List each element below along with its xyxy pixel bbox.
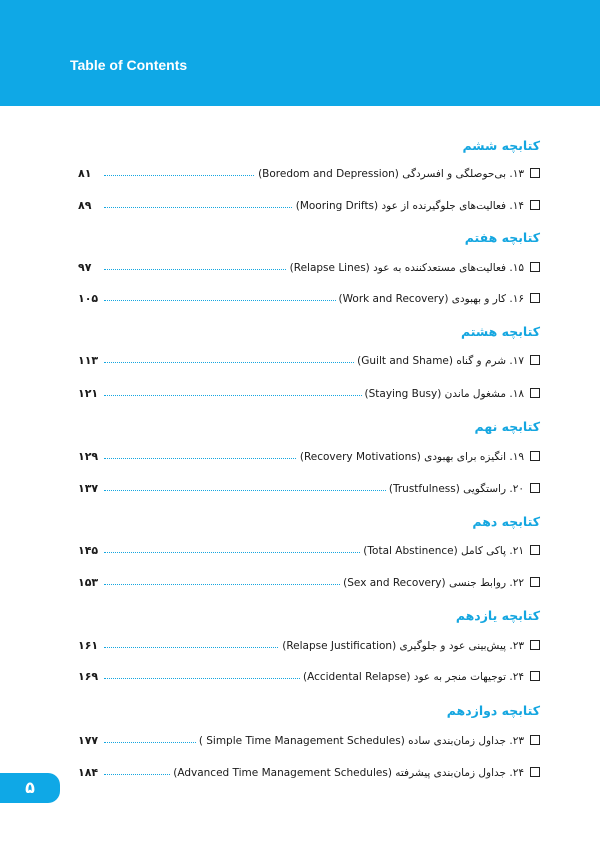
checkbox[interactable] [530,545,540,555]
checkbox[interactable] [530,262,540,272]
toc-entry[interactable] [78,764,540,782]
page-number: ۱۴۵ [78,542,100,560]
page-number: ۱۲۹ [78,448,100,466]
toc-entry[interactable] [78,352,540,370]
entry-label: ۲۰. راستگویی (Trustfulness) [386,480,524,498]
checkbox[interactable] [530,451,540,461]
toc-entry[interactable] [78,197,540,215]
checkbox[interactable] [530,767,540,777]
toc-entry[interactable] [78,290,540,308]
checkbox[interactable] [530,168,540,178]
toc-entry[interactable] [78,385,540,403]
checkbox[interactable] [530,388,540,398]
toc-entry[interactable] [78,574,540,592]
section-title: کتابچه هشتم [461,324,540,339]
page-number: ۸۹ [78,197,93,215]
page-number: ۱۵۳ [78,574,100,592]
checkbox[interactable] [530,293,540,303]
checkbox[interactable] [530,355,540,365]
entry-label: ۱۷. شرم و گناه (Guilt and Shame) [354,352,524,370]
section-title: کتابچه دوازدهم [446,703,540,718]
entry-label: ۲۲. روابط جنسی (Sex and Recovery) [340,574,524,592]
checkbox[interactable] [530,735,540,745]
toc-entry[interactable] [78,165,540,183]
page-title: Table of Contents [70,57,188,73]
entry-label: ۲۴. توجیهات منجر به عود (Accidental Relapse) [300,668,524,686]
entry-label: ۱۴. فعالیت‌های جلوگیرنده از عود (Mooring Drifts) [293,197,524,215]
page-number: ۱۳۷ [78,480,100,498]
footer-page-number: ۵ [25,778,35,797]
page-number: ۱۰۵ [78,290,100,308]
toc-entry[interactable] [78,668,540,686]
toc-entry[interactable] [78,732,540,750]
toc-entry[interactable] [78,259,540,277]
page-number: ۱۸۴ [78,764,100,782]
toc-entry[interactable] [78,637,540,655]
entry-label: ۲۳. جداول زمان‌بندی ساده (Simple Time Management Schedules ) [196,732,524,750]
checkbox[interactable] [530,577,540,587]
page-number: ۱۶۹ [78,668,100,686]
checkbox[interactable] [530,671,540,681]
page-number: ۸۱ [78,165,93,183]
entry-label: ۱۵. فعالیت‌های مستعدکننده به عود (Relapse Lines) [287,259,524,277]
entry-label: ۱۸. مشغول ماندن (Staying Busy) [362,385,524,403]
entry-label: ۱۶. کار و بهبودی (Work and Recovery) [336,290,524,308]
entry-label: ۱۹. انگیزه برای بهبودی (Recovery Motivations) [297,448,524,466]
section-title: کتابچه هفتم [464,230,540,245]
entry-label: ۲۳. پیش‌بینی عود و جلوگیری (Relapse Justification) [279,637,524,655]
page-number-tab [0,773,60,803]
page-number: ۹۷ [78,259,93,277]
section-title: کتابچه دهم [472,514,540,529]
page-number: ۱۱۳ [78,352,100,370]
checkbox[interactable] [530,483,540,493]
checkbox[interactable] [530,640,540,650]
entry-label: ۲۴. جداول زمان‌بندی پیشرفته (Advanced Time Management Schedules) [170,764,524,782]
page-number: ۱۲۱ [78,385,100,403]
page-number: ۱۶۱ [78,637,100,655]
entry-label: ۱۳. بی‌حوصلگی و افسردگی (Boredom and Depression) [255,165,524,183]
section-title: کتابچه یازدهم [455,608,540,623]
toc-entry[interactable] [78,448,540,466]
section-title: کتابچه ششم [462,138,540,153]
toc-entry[interactable] [78,480,540,498]
page-number: ۱۷۷ [78,732,100,750]
toc-entry[interactable] [78,542,540,560]
entry-label: ۲۱. پاکی کامل (Total Abstinence) [360,542,524,560]
checkbox[interactable] [530,200,540,210]
section-title: کتابچه نهم [474,419,540,434]
header-banner [0,0,600,106]
